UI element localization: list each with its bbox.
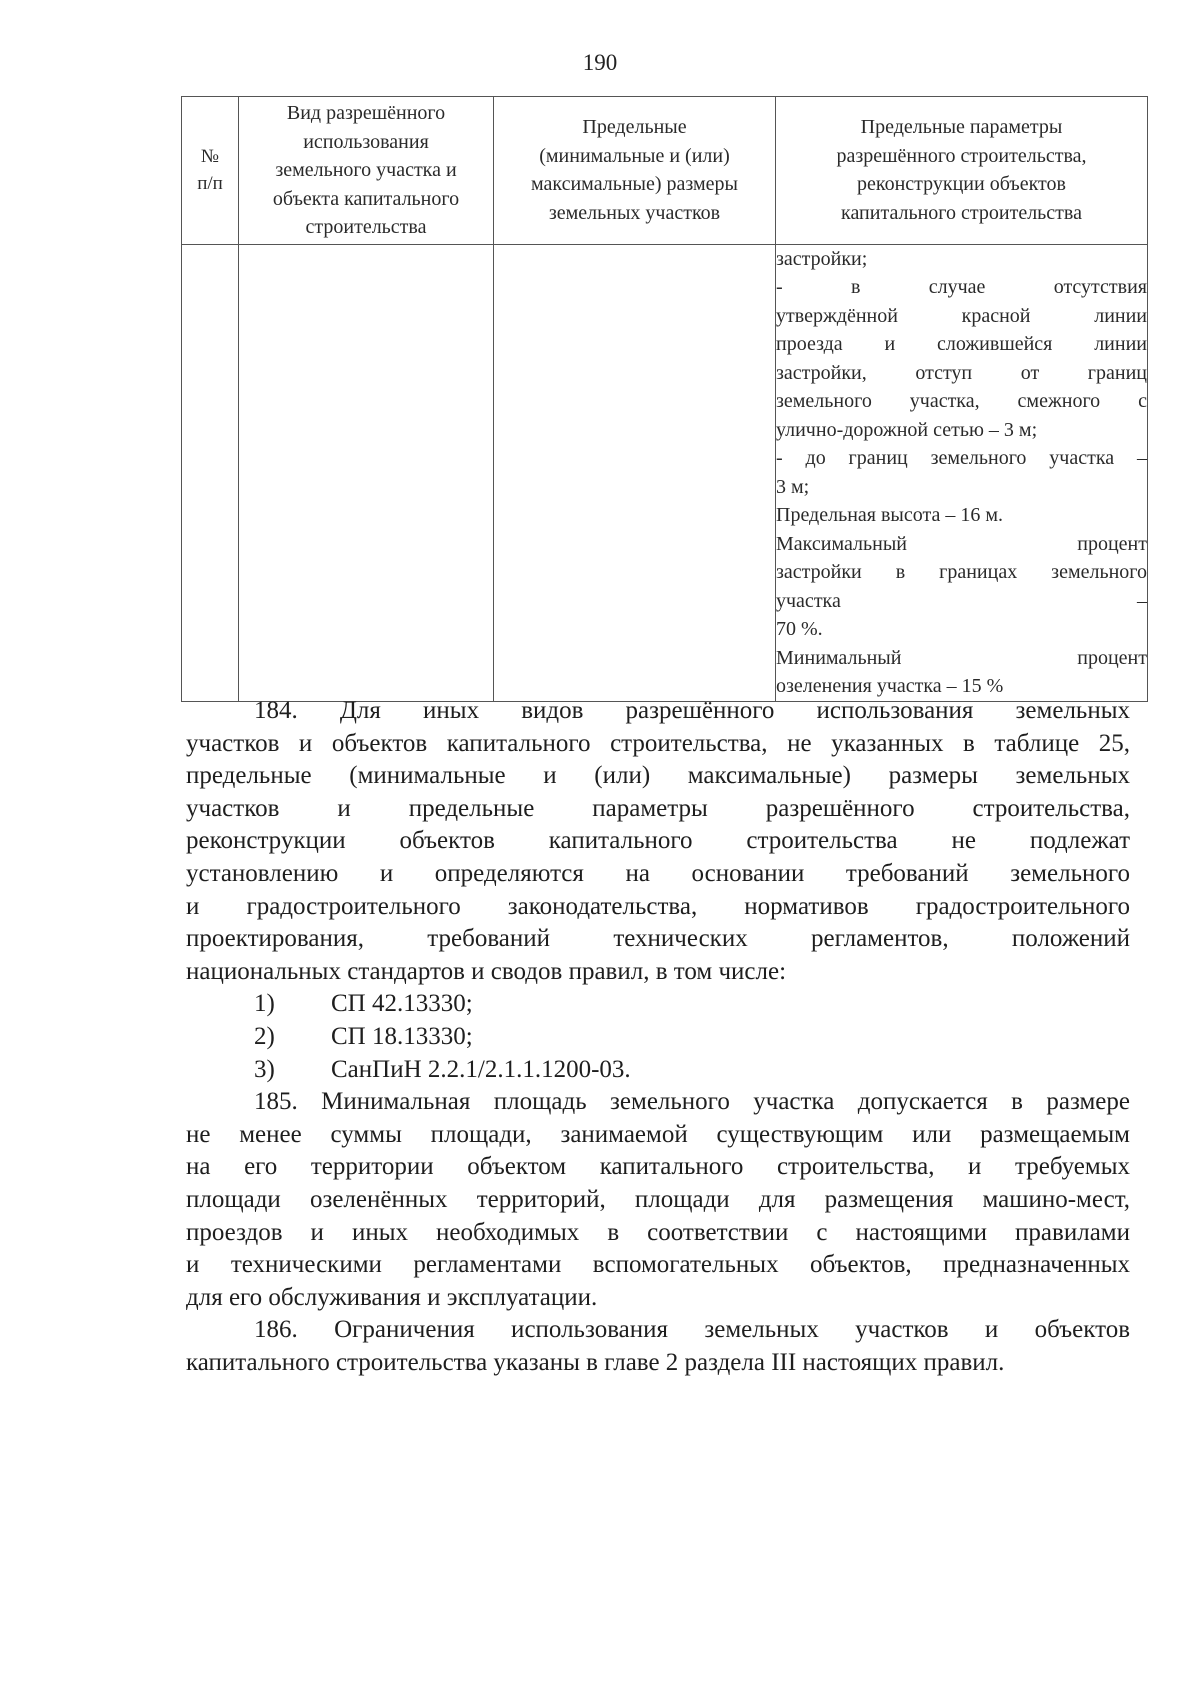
paragraph-line: установлению и определяются на основании требований земельного	[186, 859, 1130, 887]
list-item	[186, 1021, 1130, 1054]
paragraph-line: 184. Для иных видов разрешённого использования земельных	[254, 697, 1130, 724]
cell-line: застройки;	[776, 247, 868, 270]
header-number	[182, 97, 239, 245]
list-item	[186, 1054, 1130, 1087]
paragraph-line: реконструкции объектов капитального строительства не подлежат	[186, 827, 1130, 855]
cell-permitted-use	[239, 244, 494, 701]
paragraph-line: участков и объектов капитального строительства, не указанных в таблице 25,	[186, 729, 1130, 757]
table-header-row	[182, 97, 1148, 245]
header-line: использования	[303, 130, 429, 153]
cell-line: проезда и сложившейся линии	[776, 333, 1147, 355]
list-item-text: СанПиН 2.2.1/2.1.1.1200-03.	[331, 1055, 631, 1083]
paragraph-186	[186, 1314, 1130, 1379]
cell-plot-sizes	[494, 244, 776, 701]
header-line: строительства	[305, 216, 427, 238]
paragraph-line: проездов и иных необходимых в соответствии с настоящими правилами	[186, 1218, 1130, 1246]
header-line: п/п	[197, 173, 223, 195]
paragraph-line: капитального строительства указаны в главе 2 раздела III настоящих правил.	[186, 1348, 1005, 1376]
paragraph-line: и градостроительного законодательства, нормативов градостроительного	[186, 892, 1130, 920]
paragraph-line: площади озеленённых территорий, площади для размещения машино-мест,	[186, 1185, 1130, 1213]
cell-line: утверждённой красной линии	[776, 304, 1147, 327]
cell-line: Предельная высота – 16 м.	[776, 504, 1004, 526]
list-item	[186, 988, 1130, 1021]
paragraph-line: и техническими регламентами вспомогательных объектов, предназначенных	[186, 1251, 1130, 1279]
cell-line: озеленения участка – 15 %	[776, 675, 1004, 697]
list-item-text: СП 18.13330;	[331, 1022, 473, 1050]
header-construction-params	[776, 97, 1148, 245]
cell-line: застройки, отступ от границ	[776, 361, 1147, 384]
header-line: разрешённого строительства,	[836, 144, 1087, 167]
paragraph-185	[186, 1086, 1130, 1314]
header-line: объекта капитального	[272, 187, 460, 210]
cell-line: участка –	[776, 589, 1147, 612]
paragraph-line: 185. Минимальная площадь земельного участка допускается в размере	[254, 1088, 1130, 1116]
cell-line: 70 %.	[776, 618, 823, 640]
header-line: земельного участка и	[275, 159, 457, 181]
cell-line: - до границ земельного участка –	[776, 447, 1147, 469]
paragraph-line: предельные (минимальные и (или) максимальные) размеры земельных	[186, 762, 1130, 790]
header-line: Вид разрешённого	[286, 102, 446, 124]
cell-line: Минимальный процент	[776, 646, 1147, 669]
paragraph-line: не менее суммы площади, занимаемой существующим или размещаемым	[186, 1120, 1130, 1148]
paragraph-line: 186. Ограничения использования земельных участков и объектов	[254, 1316, 1130, 1344]
cell-line: - в случае отсутствия	[776, 276, 1147, 298]
header-line: Предельные	[582, 116, 687, 139]
parameters-table	[181, 96, 1148, 702]
list-item-number: 3)	[254, 1055, 275, 1083]
cell-line: 3 м;	[776, 475, 810, 498]
header-permitted-use	[239, 97, 494, 245]
cell-line: земельного участка, смежного с	[776, 390, 1147, 412]
header-line: (минимальные и (или)	[539, 144, 730, 167]
header-plot-sizes	[494, 97, 776, 245]
header-line: реконструкции объектов	[857, 173, 1066, 196]
table-row	[182, 244, 1148, 701]
standards-list	[186, 988, 1130, 1086]
body-text	[186, 695, 1130, 1379]
cell-line: застройки в границах земельного	[776, 561, 1147, 583]
list-item-number: 1)	[254, 990, 275, 1018]
header-line: №	[200, 146, 220, 168]
cell-line: Максимальный процент	[776, 532, 1147, 555]
cell-line: улично-дорожной сетью – 3 м;	[776, 418, 1038, 441]
header-line: Предельные параметры	[860, 116, 1063, 139]
cell-number	[182, 244, 239, 701]
header-line: земельных участков	[548, 201, 721, 224]
header-line: капитального строительства	[841, 201, 1082, 224]
paragraph-line: проектирования, требований технических регламентов, положений	[186, 925, 1130, 953]
page-number: 190	[582, 50, 618, 75]
list-item-number: 2)	[254, 1022, 275, 1050]
paragraph-line: для его обслуживания и эксплуатации.	[186, 1283, 598, 1311]
paragraph-line: на его территории объектом капитального строительства, и требуемых	[186, 1153, 1130, 1181]
paragraph-184	[186, 695, 1130, 988]
paragraph-line: участков и предельные параметры разрешённого строительства,	[186, 794, 1130, 822]
list-item-text: СП 42.13330;	[331, 990, 473, 1018]
cell-construction-params	[776, 244, 1148, 701]
header-line: максимальные) размеры	[530, 173, 738, 196]
paragraph-line: национальных стандартов и сводов правил, в том числе:	[186, 957, 787, 985]
